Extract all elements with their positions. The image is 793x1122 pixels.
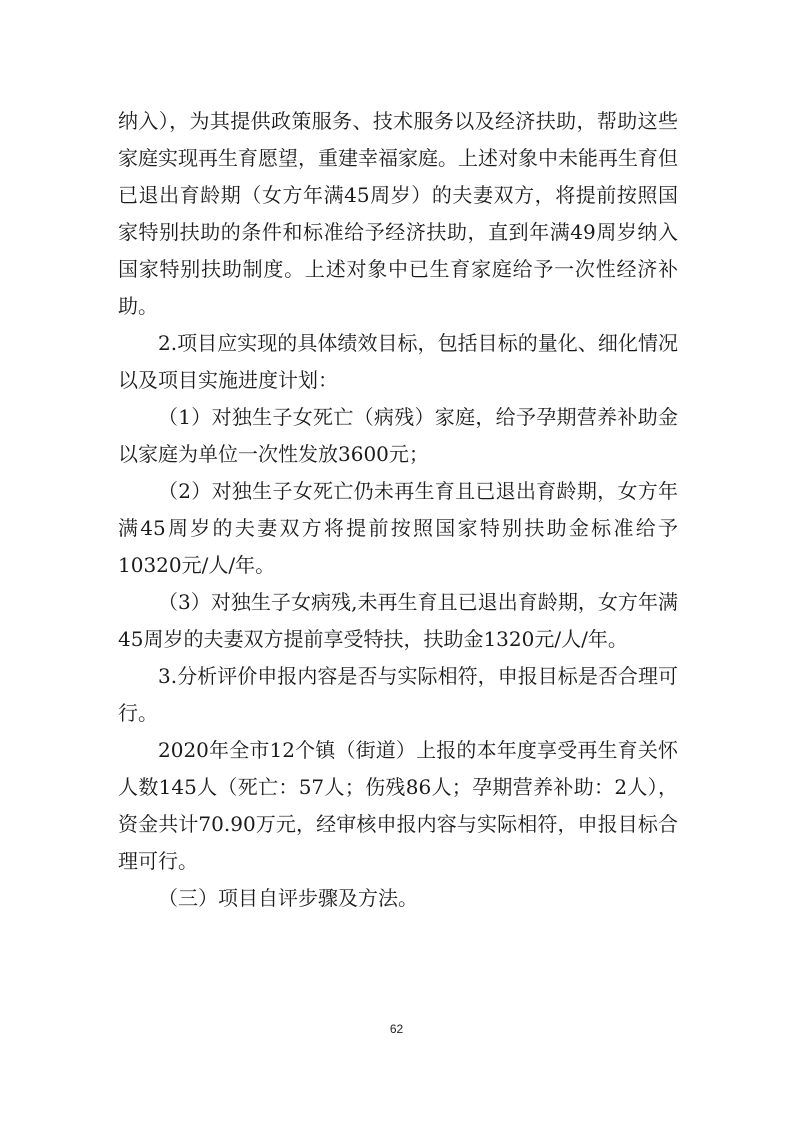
paragraph-item-1: （1）对独生子女死亡（病残）家庭，给予孕期营养补助金以家庭为单位一次性发放3600元；	[118, 405, 678, 466]
paragraph-item-2: （2）对独生子女死亡仍未再生育且已退出育龄期，女方年满45周岁的夫妻双方将提前按照国家特别扶助金标准给予10320元/人/年。	[118, 479, 678, 577]
paragraph-item-3: （3）对独生子女病残,未再生育且已退出育龄期，女方年满45周岁的夫妻双方提前享受特扶，扶助金1320元/人/年。	[118, 590, 678, 651]
paragraph-performance-goals: 2.项目应实现的具体绩效目标，包括目标的量化、细化情况以及项目实施进度计划：	[118, 331, 678, 392]
paragraph-section-heading: （三）项目自评步骤及方法。	[158, 886, 418, 910]
paragraph-evaluation: 3.分析评价申报内容是否与实际相符，申报目标是否合理可行。	[118, 664, 678, 725]
paragraph-continuation: 纳入），为其提供政策服务、技术服务以及经济扶助，帮助这些家庭实现再生育愿望，重建幸福家庭。上述对象中未能再生育但已退出育龄期（女方年满45周岁）的夫妻双方，将提前按照国家特别扶助的条件和标准给予经济扶助，直到年满49周岁纳入国家特别扶助制度。上述对象中已生育家庭给予一次性经济补助。	[118, 109, 678, 318]
paragraph-2020-summary: 2020年全市12个镇（街道）上报的本年度享受再生育关怀人数145人（死亡：57人；伤残86人；孕期营养补助：2人），资金共计70.90万元，经审核申报内容与实际相符，申报目标合理可行。	[118, 738, 678, 873]
body-text	[118, 103, 678, 917]
page-number: 62	[389, 1022, 404, 1036]
